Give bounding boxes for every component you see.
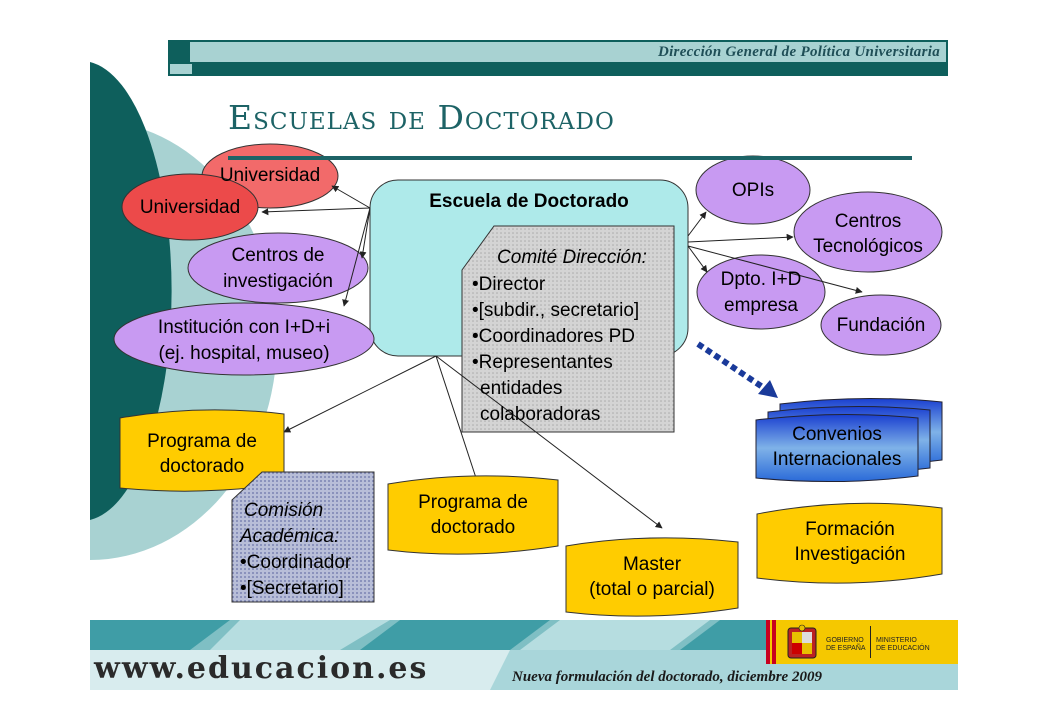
- master-doc: [566, 538, 738, 616]
- fundacion-label: Fundación: [836, 315, 926, 336]
- programa-center-label-2: doctorado: [430, 517, 516, 538]
- convenios-label-1: Convenios: [792, 424, 882, 445]
- opis-label: OPIs: [731, 180, 775, 201]
- institucion-label-2: (ej. hospital, museo): [158, 343, 330, 364]
- escuela-title: Escuela de Doctorado: [429, 191, 629, 212]
- comite-item: entidades: [480, 378, 563, 399]
- dpto-id-label-2: empresa: [724, 295, 798, 316]
- centros-tecnologicos-label-2: Tecnológicos: [813, 236, 923, 257]
- comite-item: •[subdir., secretario]: [472, 300, 640, 321]
- dpto-id-label-1: Dpto. I+D: [720, 269, 802, 290]
- ministry-label: [876, 637, 930, 653]
- comite-item: •Coordinadores PD: [472, 326, 635, 347]
- programa-left-label-2: doctorado: [159, 456, 245, 477]
- comite-list: [472, 272, 672, 428]
- comite-title: Comité Dirección:: [497, 247, 647, 268]
- comision-item-2: •[Secretario]: [240, 578, 344, 599]
- comision-item-1: •Coordinador: [240, 552, 352, 573]
- gov-label-1: GOBIERNO: [826, 637, 864, 644]
- formacion-label-1: Formación: [805, 519, 895, 540]
- comite-item: •Director: [472, 274, 546, 295]
- institucion-label-1: Institución con I+D+i: [157, 317, 331, 338]
- centros-investigacion-label-1: Centros de: [231, 245, 325, 266]
- ministry-label-2: DE EDUCACIÓN: [876, 645, 930, 652]
- comision-title-2: Académica:: [240, 526, 340, 547]
- programa-doc-center: [388, 476, 558, 554]
- ministry-label-1: MINISTERIO: [876, 637, 917, 644]
- universidad-label-back: Universidad: [219, 165, 321, 186]
- comite-item: •Representantes: [472, 352, 613, 373]
- coat-of-arms-icon: [784, 624, 820, 662]
- gov-label: [826, 637, 866, 653]
- page-title: Escuelas de Doctorado: [228, 98, 615, 137]
- programa-center-label-1: Programa de: [418, 492, 528, 513]
- centros-tecnologicos-label-1: Centros: [834, 211, 902, 232]
- comision-title-1: Comisión: [244, 500, 324, 521]
- formacion-label-2: Investigación: [794, 544, 906, 565]
- footer-url: www.educacion.es: [94, 651, 429, 686]
- gov-label-2: DE ESPAÑA: [826, 645, 866, 652]
- header-org-name: Dirección General de Política Universitaria: [657, 44, 940, 60]
- programa-left-label-1: Programa de: [147, 431, 257, 452]
- title-underline: [228, 156, 912, 160]
- convenios-label-2: Internacionales: [772, 449, 902, 470]
- master-label-1: Master: [622, 554, 682, 575]
- master-label-2: (total o parcial): [589, 579, 715, 600]
- comite-item: colaboradoras: [480, 404, 601, 425]
- centros-investigacion-label-2: investigación: [223, 271, 333, 292]
- footer-note: Nueva formulación del doctorado, diciembre 2009: [512, 669, 822, 685]
- universidad-label-front: Universidad: [139, 197, 241, 218]
